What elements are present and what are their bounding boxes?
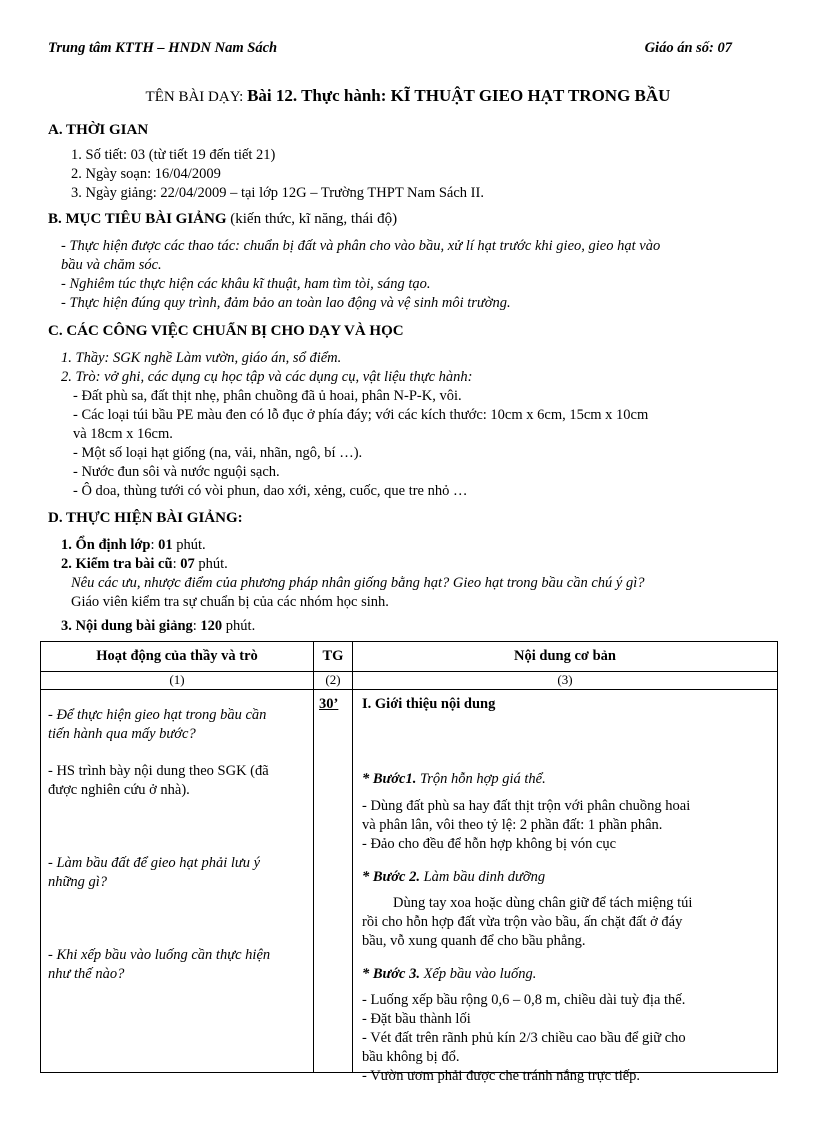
section-a-item-2: 2. Ngày soạn: 16/04/2009	[71, 166, 221, 182]
time-cell	[314, 690, 353, 1073]
section-d-item-1	[61, 536, 206, 554]
activity-question-2-line-2: những gì?	[48, 874, 108, 890]
section-c-item-1: - Đất phù sa, đất thịt nhẹ, phân chuồng đã ủ hoai, phân N-P-K, vôi.	[73, 388, 462, 404]
section-c-item-5: - Ô doa, thùng tưới có vòi phun, dao xới, xẻng, cuốc, que tre nhỏ …	[73, 483, 468, 499]
header-right: Giáo án số: 07	[644, 40, 732, 56]
time-value: 30’	[319, 696, 339, 712]
step-1-heading	[362, 770, 546, 789]
step-3-heading	[362, 965, 536, 984]
lesson-table	[40, 641, 778, 1084]
activity-answer-1-line-1: - HS trình bày nội dung theo SGK (đã	[48, 763, 269, 779]
step-1-line-3: - Đảo cho đều để hỗn hợp không bị vón cục	[362, 836, 617, 852]
content-cell	[353, 690, 778, 1084]
section-c-item-4: - Nước đun sôi và nước nguội sạch.	[73, 464, 280, 480]
title-main: Bài 12. Thực hành: KĨ THUẬT GIEO HẠT TRONG BẦU	[247, 86, 671, 105]
item-1-sep: :	[150, 537, 159, 553]
item-1-value: 01	[158, 537, 173, 553]
section-b-item-3: - Thực hiện đúng quy trình, đảm bảo an toàn lao động và vệ sinh môi trường.	[61, 295, 511, 311]
section-a-heading: A. THỜI GIAN	[48, 122, 149, 138]
section-c-student: 2. Trò: vở ghi, các dụng cụ học tập và các dụng cụ, vật liệu thực hành:	[61, 369, 473, 385]
activity-question-1-line-1: - Để thực hiện gieo hạt trong bầu cần	[48, 707, 267, 723]
section-d-heading: D. THỰC HIỆN BÀI GIẢNG:	[48, 510, 243, 526]
section-b-note: (kiến thức, kĩ năng, thái độ)	[226, 211, 398, 227]
step-2-title: Làm bầu dinh dưỡng	[419, 869, 546, 885]
activity-answer-1-line-2: được nghiên cứu ở nhà).	[48, 782, 190, 798]
section-b-title: B. MỤC TIÊU BÀI GIẢNG	[48, 211, 227, 227]
section-d-item-2	[61, 555, 228, 573]
activity-question-3-line-1: - Khi xếp bầu vào luống cần thực hiện	[48, 947, 271, 963]
section-b-item-1: - Thực hiện được các thao tác: chuẩn bị đất và phân cho vào bầu, xử lí hạt trước khi gieo, gieo hạt vào	[61, 238, 661, 254]
section-b-heading	[48, 211, 397, 228]
section-b-item-2: - Nghiêm túc thực hiện các khâu kĩ thuật, ham tìm tòi, sáng tạo.	[61, 276, 431, 292]
activity-question-1-line-2: tiến hành qua mấy bước?	[48, 726, 196, 742]
section-d-item-3	[61, 617, 255, 635]
step-3-line-3: - Vét đất trên rãnh phủ kín 2/3 chiều cao bầu để giữ cho	[362, 1030, 686, 1046]
step-1-label: * Bước1.	[362, 771, 417, 787]
step-2-line-2: rồi cho hỗn hợp đất vừa trộn vào bầu, ấn chặt đất ở đáy	[362, 914, 683, 930]
step-3-line-4: bầu không bị đổ.	[362, 1049, 460, 1065]
item-3-sep: :	[192, 618, 201, 634]
step-1-title: Trộn hỗn hợp giá thể.	[416, 771, 546, 787]
section-d-check: Giáo viên kiểm tra sự chuẩn bị của các nhóm học sinh.	[71, 594, 389, 610]
activity-cell	[41, 690, 314, 1073]
item-3-value: 120	[200, 618, 223, 634]
section-a-item-3: 3. Ngày giảng: 22/04/2009 – tại lớp 12G – Trường THPT Nam Sách II.	[71, 185, 484, 201]
table-number-row	[41, 672, 778, 690]
table-body-row	[41, 690, 778, 1073]
item-3-unit: phút.	[222, 618, 256, 634]
section-d-question: Nêu các ưu, nhược điểm của phương pháp nhân giống bằng hạt? Gieo hạt trong bầu cần chú ý gì?	[71, 575, 645, 591]
item-2-unit: phút.	[194, 556, 228, 572]
header-content: Nội dung cơ bản	[353, 642, 778, 672]
item-1-unit: phút.	[172, 537, 206, 553]
step-3-title: Xếp bầu vào luống.	[419, 966, 537, 982]
header-left: Trung tâm KTTH – HNDN Nam Sách	[48, 40, 278, 56]
item-3-label: 3. Nội dung bài giảng	[61, 618, 193, 634]
step-3-line-1: - Luống xếp bầu rộng 0,6 – 0,8 m, chiều dài tuỳ địa thế.	[362, 992, 686, 1008]
section-a-item-1: 1. Số tiết: 03 (từ tiết 19 đến tiết 21)	[71, 147, 276, 163]
activity-question-3-line-2: như thế nào?	[48, 966, 125, 982]
item-2-label: 2. Kiểm tra bài cũ	[61, 556, 173, 572]
header-activity: Hoạt động của thầy và trò	[41, 642, 314, 672]
title-label: TÊN BÀI DẠY:	[145, 89, 248, 105]
step-3-line-5: - Vườn ươm phải được che tránh nắng trực tiếp.	[362, 1068, 641, 1084]
step-1-line-1: - Dùng đất phù sa hay đất thịt trộn với phân chuồng hoai	[362, 798, 691, 814]
section-c-item-3: - Một số loại hạt giống (na, vải, nhãn, ngô, bí …).	[73, 445, 363, 461]
step-2-heading	[362, 868, 545, 887]
table-header-row	[41, 642, 778, 672]
step-3-label: * Bước 3.	[362, 966, 420, 982]
section-c-item-2-cont: và 18cm x 16cm.	[73, 426, 173, 442]
header-time: TG	[314, 642, 353, 672]
step-2-line-3: bầu, vỗ xung quanh để cho bầu phẳng.	[362, 933, 586, 949]
item-1-label: 1. Ổn định lớp	[61, 537, 151, 553]
content-intro: I. Giới thiệu nội dung	[362, 696, 496, 712]
item-2-sep: :	[172, 556, 181, 572]
col-number-2: (2)	[314, 672, 353, 690]
activity-question-2-line-1: - Làm bầu đất để gieo hạt phải lưu ý	[48, 855, 261, 871]
section-c-teacher: 1. Thầy: SGK nghề Làm vườn, giáo án, sổ điểm.	[61, 350, 342, 366]
col-number-3: (3)	[353, 672, 778, 690]
section-b-item-1-cont: bầu và chăm sóc.	[61, 257, 162, 273]
step-1-line-2: và phân lân, vôi theo tỷ lệ: 2 phần đất: 1 phần phân.	[362, 817, 663, 833]
section-c-item-2: - Các loại túi bầu PE màu đen có lỗ đục ở phía đáy; với các kích thước: 10cm x 6cm, 15cm x 10cm	[73, 407, 649, 423]
section-c-heading: C. CÁC CÔNG VIỆC CHUẨN BỊ CHO DẠY VÀ HỌC	[48, 323, 404, 339]
col-number-1: (1)	[41, 672, 314, 690]
lesson-title	[0, 86, 816, 106]
step-2-label: * Bước 2.	[362, 869, 420, 885]
step-2-line-1: Dùng tay xoa hoặc dùng chân giữ để tách miệng túi	[393, 895, 693, 911]
item-2-value: 07	[180, 556, 195, 572]
step-3-line-2: - Đặt bầu thành lối	[362, 1011, 471, 1027]
